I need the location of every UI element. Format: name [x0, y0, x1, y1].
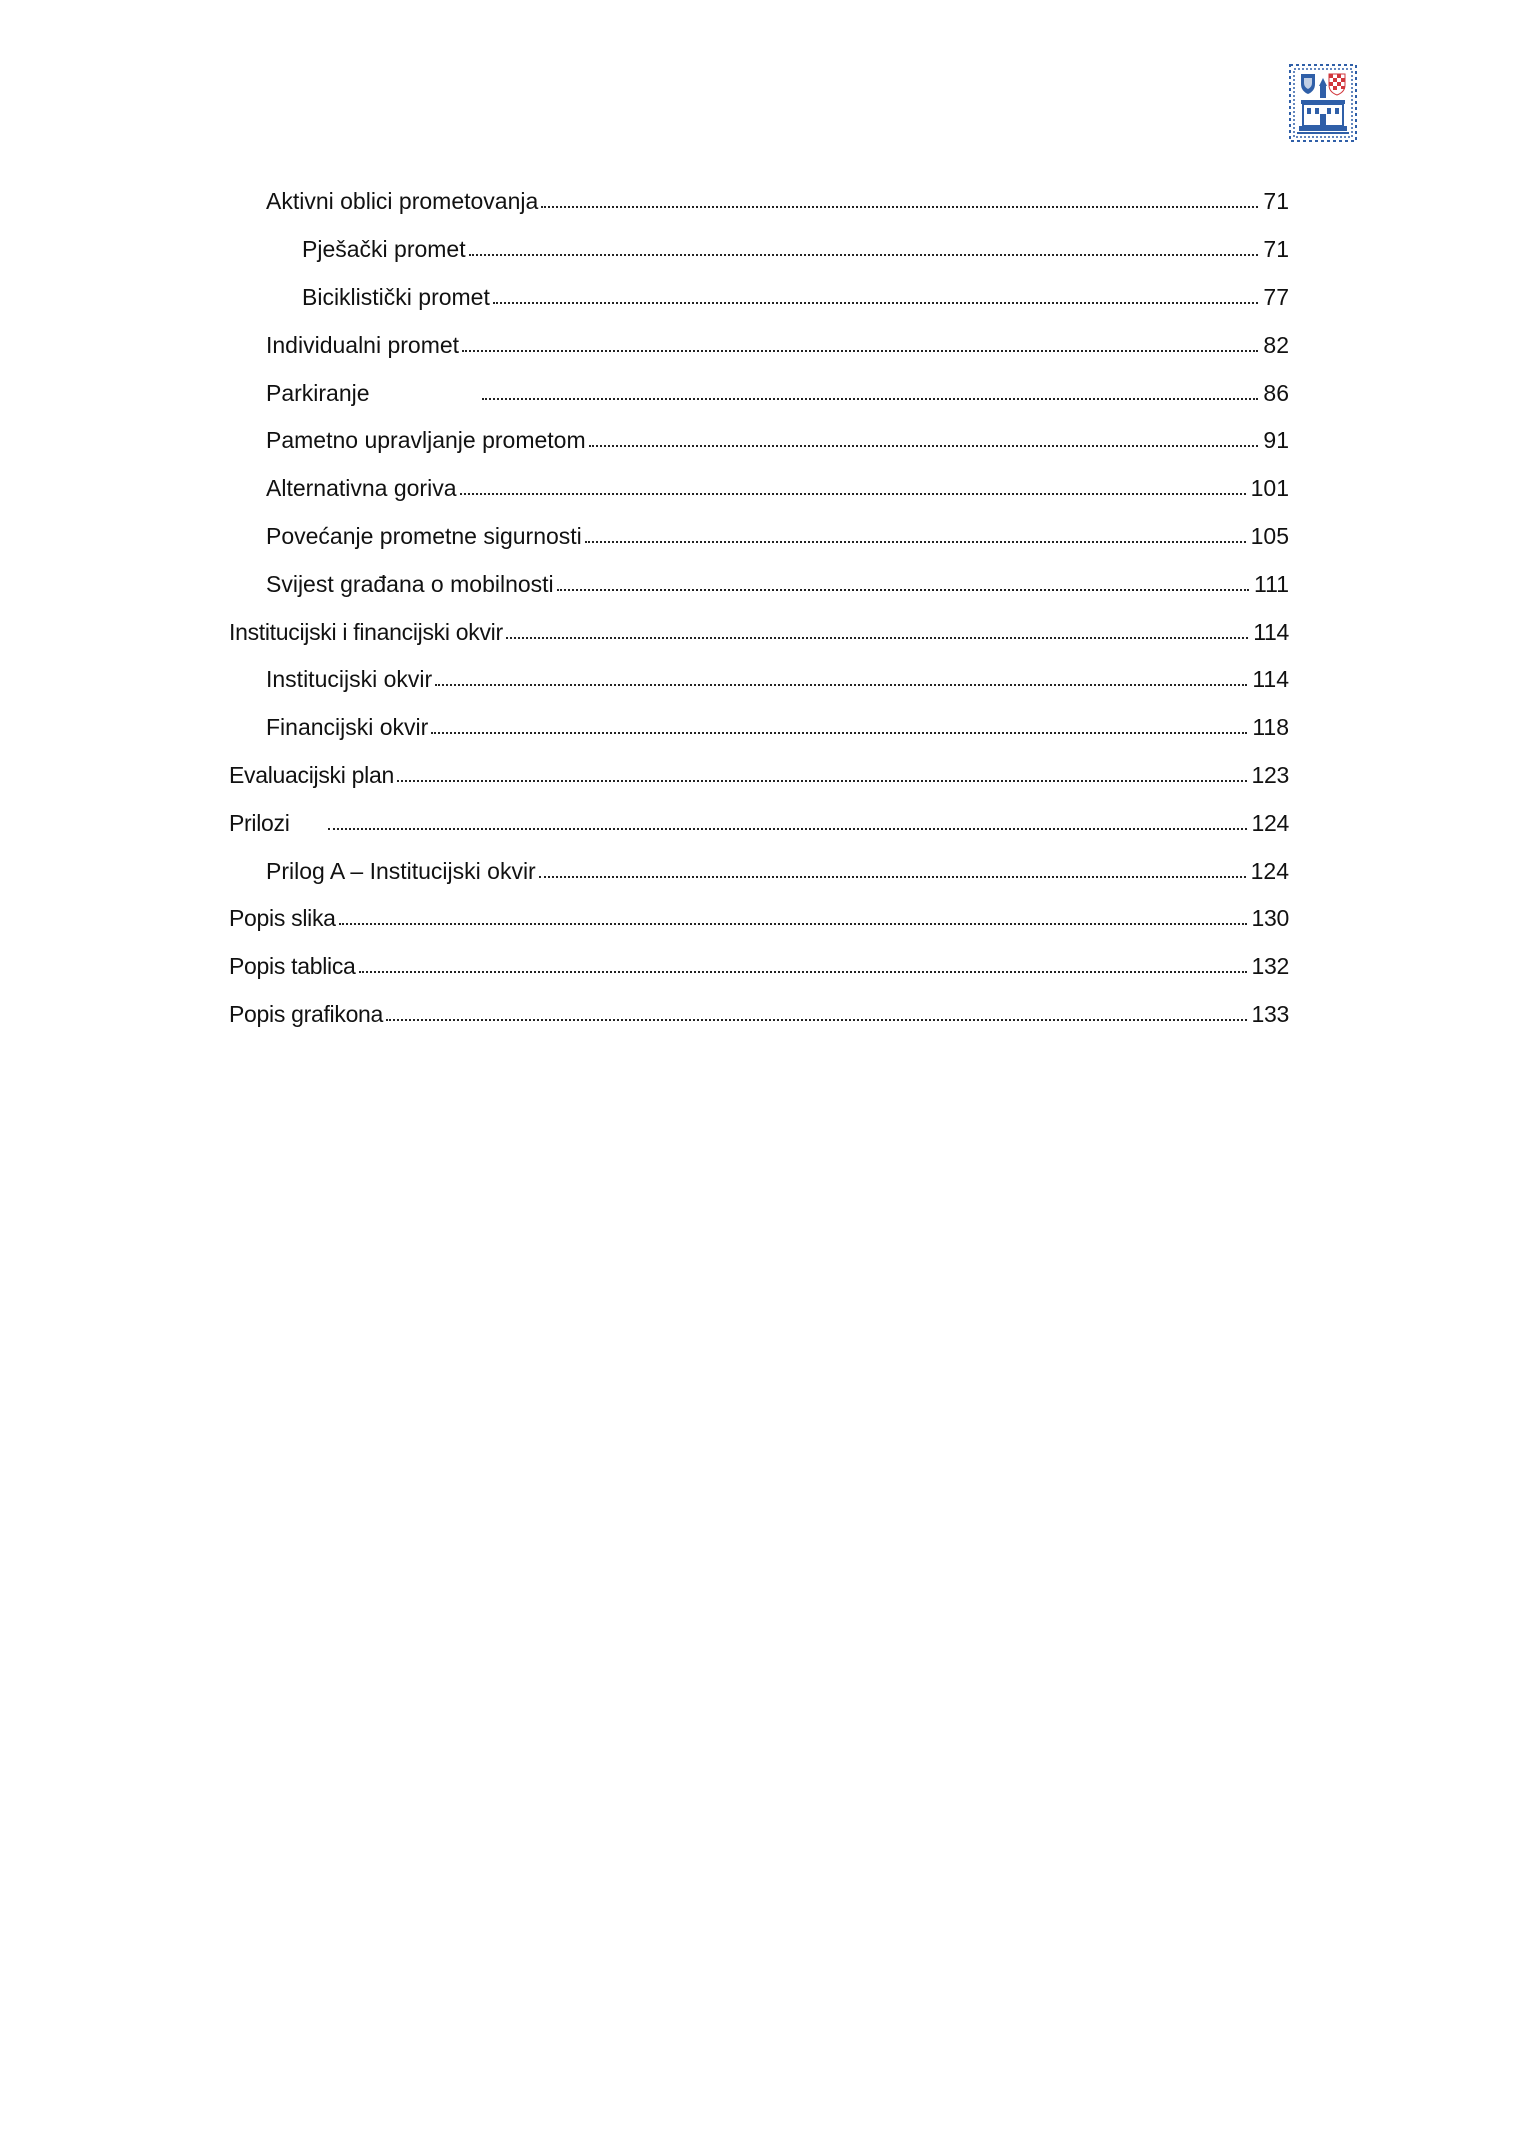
toc-dot-leader — [506, 636, 1248, 639]
toc-entry-title: Svijest građana o mobilnosti — [266, 570, 554, 597]
toc-dot-leader — [541, 205, 1258, 208]
toc-entry[interactable] — [229, 417, 1289, 465]
toc-page-number: 91 — [1263, 427, 1289, 454]
toc-entry-title: Popis grafikona — [229, 1000, 384, 1027]
toc-entry-title: Institucijski i financijski okvir — [229, 618, 503, 645]
toc-page-number: 114 — [1253, 618, 1289, 645]
toc-entry[interactable] — [229, 321, 1289, 369]
toc-dot-leader — [460, 492, 1246, 495]
toc-entry[interactable] — [229, 799, 1289, 847]
toc-entry-title: Aktivni oblici prometovanja — [266, 188, 539, 215]
toc-entry[interactable] — [229, 465, 1289, 513]
toc-page-number: 124 — [1250, 857, 1289, 884]
toc-page-number: 133 — [1251, 1000, 1289, 1027]
toc-entry-title: Prilozi — [229, 809, 290, 836]
toc-entry-title: Parkiranje — [266, 379, 370, 406]
toc-dot-leader — [386, 1018, 1246, 1021]
toc-entry-title: Prilog A – Institucijski okvir — [266, 857, 536, 884]
toc-dot-leader — [493, 301, 1259, 304]
toc-entry-title: Alternativna goriva — [266, 475, 457, 502]
toc-dot-leader — [589, 444, 1259, 447]
toc-entry-title: Evaluacijski plan — [229, 761, 394, 788]
toc-entry-title: Biciklistički promet — [302, 283, 490, 310]
toc-dot-leader — [359, 970, 1247, 973]
toc-entry[interactable] — [229, 895, 1289, 943]
toc-page-number: 130 — [1251, 905, 1289, 932]
toc-dot-leader — [539, 875, 1246, 878]
toc-entry-title: Pješački promet — [302, 236, 466, 263]
toc-dot-leader — [469, 253, 1259, 256]
toc-page-number: 77 — [1263, 283, 1289, 310]
toc-entry-title: Institucijski okvir — [266, 666, 433, 693]
toc-page-number: 82 — [1263, 331, 1289, 358]
toc-entry[interactable] — [229, 847, 1289, 895]
toc-entry[interactable] — [229, 560, 1289, 608]
city-coat-of-arms-logo — [1289, 64, 1357, 142]
toc-entry[interactable] — [229, 513, 1289, 561]
toc-dot-leader — [328, 827, 1247, 830]
toc-page-number: 114 — [1252, 666, 1289, 693]
toc-page-number: 71 — [1263, 236, 1289, 263]
toc-entry[interactable] — [229, 178, 1289, 226]
toc-page-number: 118 — [1252, 714, 1289, 741]
toc-entry[interactable] — [229, 369, 1289, 417]
toc-dot-leader — [482, 397, 1258, 400]
toc-page-number: 111 — [1254, 570, 1289, 597]
toc-entry[interactable] — [229, 752, 1289, 800]
toc-entry[interactable] — [229, 608, 1289, 656]
toc-page-number: 124 — [1251, 809, 1289, 836]
toc-entry[interactable] — [229, 656, 1289, 704]
toc-page-number: 86 — [1263, 379, 1289, 406]
toc-dot-leader — [435, 683, 1247, 686]
toc-page-number: 123 — [1251, 761, 1289, 788]
toc-dot-leader — [339, 922, 1247, 925]
toc-page-number: 132 — [1251, 953, 1289, 980]
toc-dot-leader — [462, 349, 1258, 352]
table-of-contents — [229, 178, 1289, 1038]
toc-entry[interactable] — [229, 704, 1289, 752]
toc-entry-title: Financijski okvir — [266, 714, 429, 741]
toc-page-number: 71 — [1263, 188, 1289, 215]
toc-entry[interactable] — [229, 943, 1289, 991]
toc-page-number: 105 — [1250, 522, 1289, 549]
toc-page-number: 101 — [1250, 475, 1289, 502]
toc-dot-leader — [397, 779, 1247, 782]
toc-entry-title: Popis tablica — [229, 953, 356, 980]
toc-dot-leader — [585, 540, 1246, 543]
toc-entry-title: Povećanje prometne sigurnosti — [266, 522, 582, 549]
toc-entry-title: Popis slika — [229, 905, 336, 932]
toc-entry[interactable] — [229, 274, 1289, 322]
toc-dot-leader — [431, 731, 1247, 734]
toc-entry-title: Pametno upravljanje prometom — [266, 427, 586, 454]
toc-entry-title: Individualni promet — [266, 331, 460, 358]
toc-entry[interactable] — [229, 991, 1289, 1039]
toc-entry[interactable] — [229, 226, 1289, 274]
toc-dot-leader — [557, 588, 1249, 591]
